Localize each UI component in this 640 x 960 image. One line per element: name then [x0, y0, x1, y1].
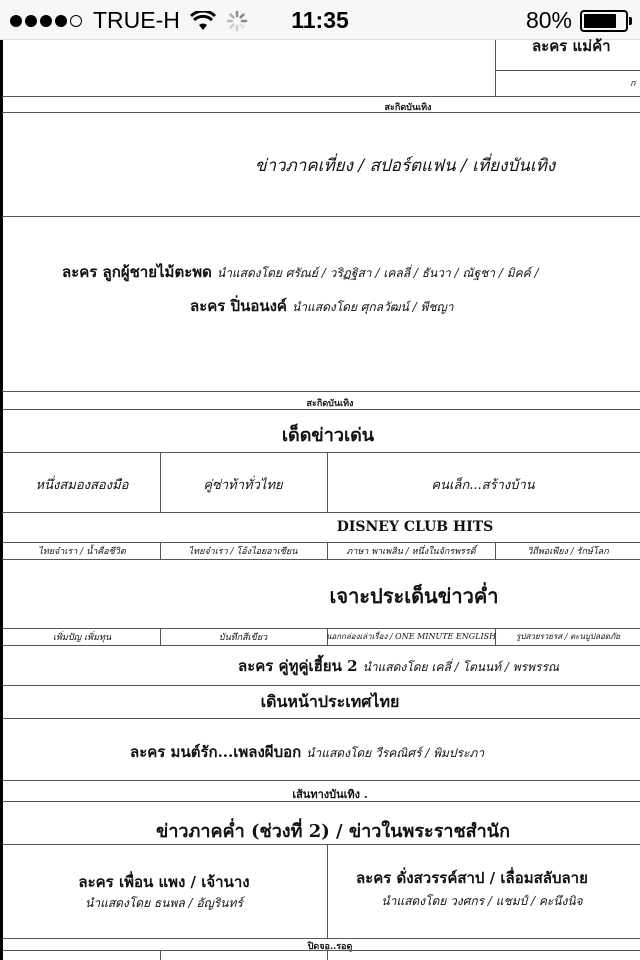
- left-border: [0, 40, 3, 960]
- divider: [2, 559, 640, 560]
- divider: [2, 950, 640, 951]
- divider: [160, 542, 161, 559]
- status-right: [526, 7, 628, 34]
- divider: [2, 542, 640, 543]
- separator-label: สะกิดบันเทิง: [384, 103, 432, 113]
- top-right-program: ละคร แม่ค้า: [532, 37, 611, 55]
- evening-news-part2: ข่าวภาคค่ำ (ช่วงที่ 2) / ข่าวในพระราชสำนัก: [156, 821, 510, 842]
- top-right-small-text: ก: [630, 79, 636, 89]
- program-cast: นำแสดงโดย ศรัณย์ / วริฏฐิสา / เคลลี่ / ธันวา / ณัฐชา / มิคค์ /: [216, 266, 539, 280]
- divider: [2, 391, 640, 392]
- divider: [2, 844, 640, 845]
- program-cell: ภาษา พาเพลิน / หนึ่งในจักรพรรดิ์: [346, 547, 476, 557]
- program-cell: วิถีพอเพียง / รักษ์โลก: [527, 547, 609, 557]
- headline-news: เด็ดข่าวเด่น: [281, 425, 375, 446]
- program-cast: นำแสดงโดย ศุกลวัฒน์ / พีชญา: [292, 300, 454, 314]
- divider: [2, 645, 640, 646]
- program-title: ละคร คู่ทูคู่เฮี้ยน 2: [238, 657, 358, 675]
- divider: [2, 718, 640, 719]
- carrier-name: TRUE-H: [93, 7, 180, 33]
- program-cast: นำแสดงโดย ธนพล / อัญรินทร์: [85, 896, 243, 910]
- divider: [2, 628, 640, 629]
- divider: [2, 409, 640, 410]
- lakorn-koo: [238, 654, 559, 678]
- divider: [2, 801, 640, 802]
- separator-label: สะกิดบันเทิง: [306, 399, 354, 409]
- divider: [2, 512, 640, 513]
- program-title: ละคร ดั่งสวรรค์สาป / เลื่อมสลับลาย: [356, 869, 588, 887]
- divider: [2, 452, 640, 453]
- battery-percent: 80%: [525, 7, 572, 33]
- divider: [495, 542, 496, 559]
- divider: [160, 452, 161, 512]
- divider: [495, 40, 496, 96]
- divider: [2, 112, 640, 113]
- divider: [495, 70, 640, 71]
- lakorn-mon: [130, 740, 484, 764]
- dern-na-prathet-thai: เดินหน้าประเทศไทย: [260, 692, 400, 711]
- program-cell: นอกกล่องเล่าเรื่อง / ONE MINUTE ENGLISH: [325, 632, 497, 641]
- tv-schedule[interactable]: [0, 37, 640, 960]
- separator-label: ปิดจอ..รอดู: [307, 942, 353, 952]
- divider: [327, 452, 328, 512]
- divider: [327, 542, 328, 559]
- program-cell: คู่ซ่าท้าทั่วไทย: [203, 478, 283, 493]
- divider: [160, 950, 161, 960]
- divider: [2, 216, 640, 217]
- program-cast: นำแสดงโดย วงศกร / แชมป์ / คะนึงนิจ: [381, 894, 583, 908]
- noon-news-row: ข่าวภาคเที่ยง / สปอร์ตแฟน / เที่ยงบันเทิง: [254, 156, 556, 176]
- divider: [2, 96, 640, 97]
- divider: [2, 685, 640, 686]
- program-cell: ไทยจ๋าเรา / โอ้งไอยอาเซียน: [188, 547, 298, 557]
- program-title: ละคร เพื่อน แพง / เจ้านาง: [78, 873, 250, 891]
- divider: [327, 844, 328, 938]
- program-cell: ไทยจ๋าเรา / น้ำคือชีวิต: [38, 547, 126, 557]
- program-title: ละคร ปิ่นอนงค์: [190, 297, 287, 315]
- lakorn-row-2: [190, 294, 454, 318]
- clock: 11:35: [291, 7, 349, 33]
- program-cell: คนเล็ก...สร้างบ้าน: [431, 478, 535, 493]
- program-cell: บันทึกสีเขียว: [218, 633, 268, 643]
- evening-news-focus: เจาะประเด็นข่าวค่ำ: [329, 584, 499, 608]
- separator-label: เส้นทางบันเทิง .: [292, 788, 368, 801]
- battery-level-fill: [584, 14, 616, 28]
- program-cast: นำแสดงโดย เคลี่ / โตนนท์ / พรพรรณ: [362, 660, 560, 674]
- battery-icon: [580, 10, 628, 32]
- program-cell: หนึ่งสมองสองมือ: [35, 478, 129, 493]
- divider: [2, 780, 640, 781]
- program-title: ละคร ลูกผู้ชายไม้ตะพด: [62, 263, 212, 281]
- divider: [160, 628, 161, 645]
- program-cast: นำแสดงโดย วีรคณิศร์ / พิมประภา: [306, 746, 485, 760]
- program-title: ละคร มนต์รัก...เพลงผีบอก: [130, 743, 302, 761]
- program-cell: เพิ่มปัญ เพิ่มทุน: [52, 633, 112, 643]
- disney-club-hits: DISNEY CLUB HITS: [336, 519, 494, 535]
- program-cell: รูปสวยรวยรส / ตะนบูปลอดภัย: [516, 632, 620, 641]
- divider: [327, 950, 328, 960]
- lakorn-row-1: [62, 260, 539, 284]
